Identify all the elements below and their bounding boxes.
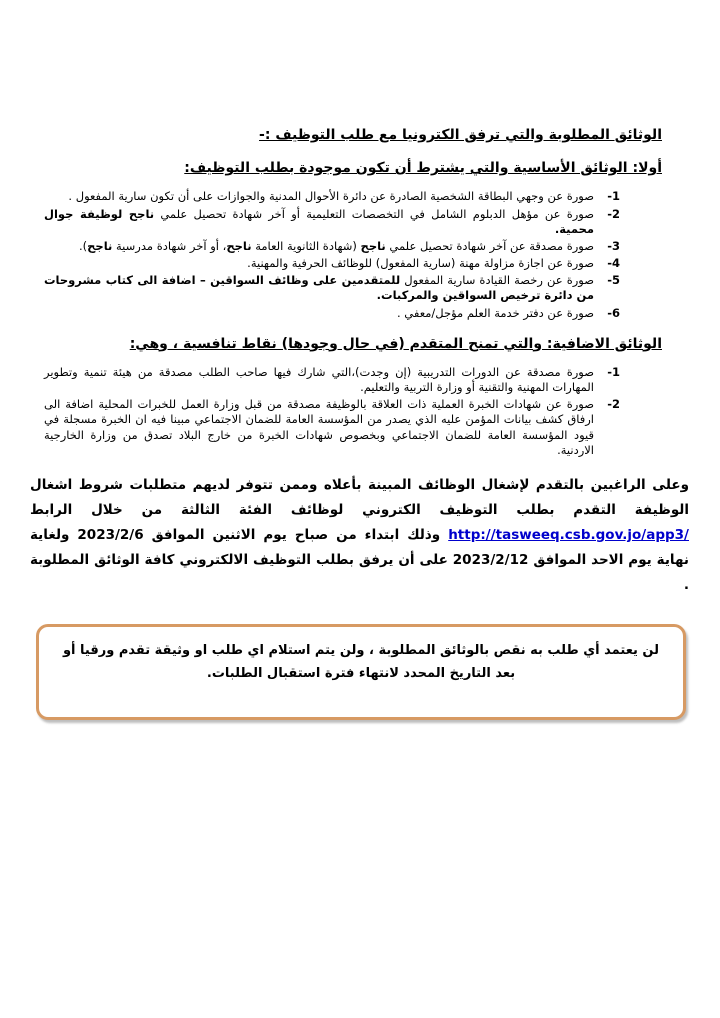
- list-item-number: 6-: [607, 305, 620, 320]
- list-item-text: صورة عن وجهي البطاقة الشخصية الصادرة عن دائرة الأحوال المدنية والجوازات على أن تكون سارية المفعول .: [68, 189, 594, 204]
- section-additional-heading: الوثائق الاضافية: والتي تمنح المتقدم (في حال وجودها) نقاط تنافسية ، وهي:: [129, 335, 662, 352]
- list-item-number: 1-: [607, 189, 620, 204]
- list-item: [44, 365, 620, 395]
- list-item: [44, 207, 620, 237]
- list-item-text: صورة عن مؤهل الدبلوم الشامل في التخصصات التعليمية أو آخر شهادة تحصيل علمي ناجح لوظيفة جوال محمية.: [44, 206, 594, 236]
- list-item-text: صورة عن رخصة القيادة سارية المفعول للمتقدمين على وظائف السواقين – اضافة الى كتاب مشروحات من دائرة ترخيص السواقين والمركبات.: [44, 273, 594, 303]
- application-link[interactable]: http://tasweeq.csb.gov.jo/app3/: [448, 526, 689, 543]
- list-item: [44, 273, 620, 303]
- list-item-text: صورة مصدقة عن آخر شهادة تحصيل علمي ناجح (شهادة الثانوية العامة ناجح، أو آخر شهادة مدرسية ناجح).: [78, 238, 594, 253]
- list-item-number: 5-: [607, 273, 620, 288]
- notice-box: [36, 624, 686, 721]
- list-item-text: صورة مصدقة عن الدورات التدريبية (إن وجدت)،التي شارك فيها صاحب الطلب مصدقة من هيئة تنمية وتطوير المهارات المهنية والتقنية أو وزارة التربية والتعليم.: [44, 364, 594, 395]
- basic-documents-list: [44, 189, 620, 320]
- list-item-number: 4-: [607, 256, 620, 271]
- additional-documents-list: [44, 365, 620, 458]
- list-item-number: 3-: [607, 238, 620, 253]
- document-body: [0, 0, 720, 458]
- closing-text-before-link: وعلى الراغبين بالتقدم لإشغال الوظائف المبينة بأعلاه وممن تتوفر لديهم متطلبات شروط اشغال الوظيفة التقدم بطلب التوظيف الكتروني لوظائف الفئة الثالثة من خلال الرابط: [30, 476, 689, 518]
- list-item: [44, 189, 620, 204]
- closing-paragraph: [30, 473, 689, 598]
- list-item-text: صورة عن دفتر خدمة العلم مؤجل/معفي .: [396, 305, 594, 320]
- list-item-text: صورة عن اجازة مزاولة مهنة (سارية المفعول) للوظائف الحرفية والمهنية.: [247, 256, 594, 271]
- list-item: [44, 239, 620, 254]
- notice-text: لن يعتمد أي طلب به نقص بالوثائق المطلوبة ، ولن يتم استلام اي طلب او وثيقة تقدم ورقيا أو بعد التاريخ المحدد لانتهاء فترة استقبال الطلبات.: [62, 642, 660, 681]
- document-title: الوثائق المطلوبة والتي ترفق الكترونيا مع طلب التوظيف :-: [259, 127, 662, 143]
- list-item: [44, 306, 620, 321]
- list-item-number: 2-: [607, 206, 620, 221]
- closing-text-after-link: وذلك ابتداء من صباح يوم الاثنين الموافق 2023/2/6 ولغاية نهاية يوم الاحد الموافق 2023/2/12 على أن يرفق بطلب التوظيف الالكتروني كافة الوثائق المطلوبة .: [30, 526, 689, 593]
- list-item-text: صورة عن شهادات الخبرة العملية ذات العلاقة بالوظيفة مصدقة من قبل وزارة العمل للخبرات المحلية اضافة الى ارفاق كشف بيانات المؤمن عليه الذي يصدر من المؤسسة العامة للضمان الاجتماعي مبينا فيه ان الخبرة مسجلة في قيود المؤسسة العامة للضمان الاجتماعي وبخصوص شهادات الخبرة من خارج البلاد تصدق من وزارة الخارجية الاردنية.: [44, 397, 594, 457]
- section-basic-heading: أولا: الوثائق الأساسية والتي يشترط أن تكون موجودة بطلب التوظيف:: [184, 160, 662, 177]
- list-item: [44, 397, 620, 458]
- list-item: [44, 256, 620, 271]
- list-item-number: 1-: [607, 364, 620, 379]
- list-item-number: 2-: [607, 397, 620, 412]
